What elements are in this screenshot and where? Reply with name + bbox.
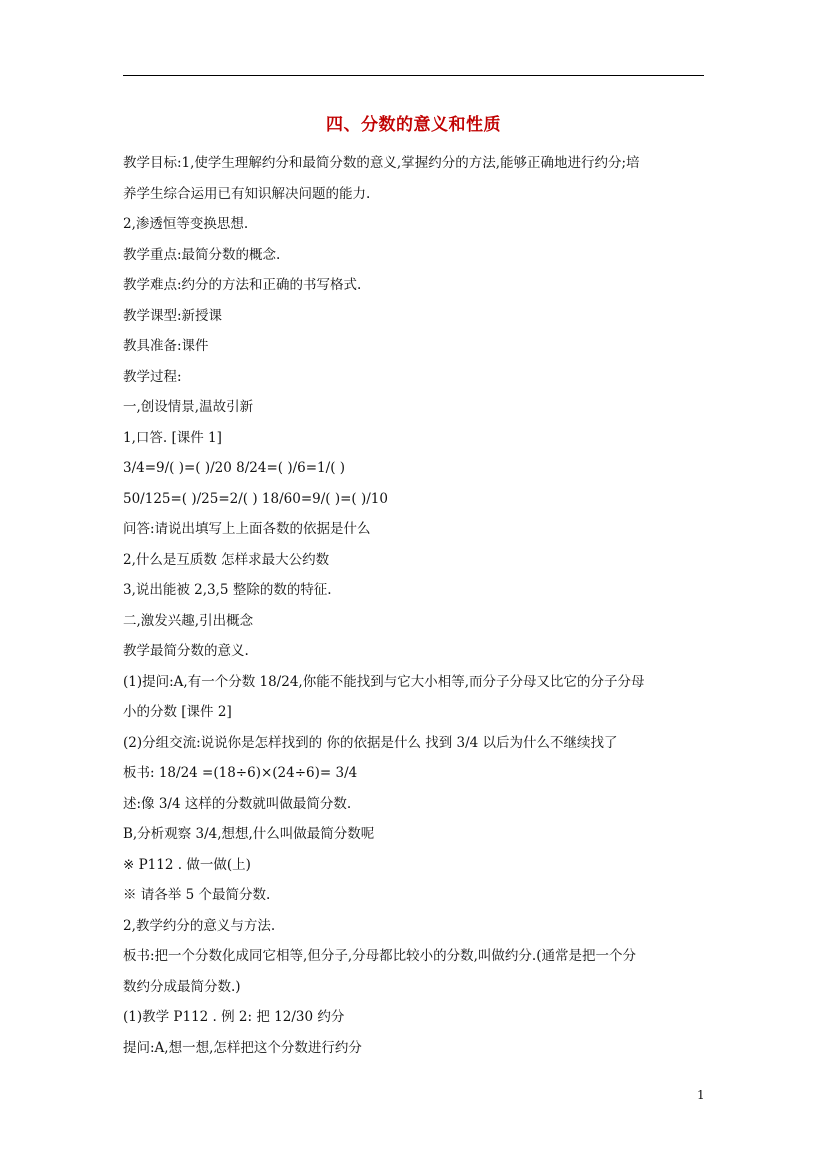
- text-line: 教具准备:课件: [123, 338, 209, 354]
- text-line: 50/125=( )/25=2/( ) 18/60=9/( )=( )/10: [123, 490, 388, 507]
- text-line: 板书:把一个分数化成同它相等,但分子,分母都比较小的分数,叫做约分.(通常是把一个分: [123, 948, 636, 964]
- text-line: 教学过程:: [123, 368, 182, 385]
- text-line: 一,创设情景,温故引新: [123, 399, 254, 415]
- text-line: 2,什么是互质数 怎样求最大公约数: [123, 551, 330, 568]
- text-line: (1)教学 P112 . 例 2: 把 12/30 约分: [123, 1009, 345, 1025]
- text-line: 数约分成最简分数.): [123, 978, 241, 995]
- text-line: 1,口答. [课件 1]: [123, 429, 222, 446]
- header-rule: [123, 75, 704, 76]
- text-line: 教学最简分数的意义.: [123, 643, 249, 659]
- text-line: 教学难点:约分的方法和正确的书写格式.: [123, 277, 362, 293]
- text-line: 教学目标:1,使学生理解约分和最简分数的意义,掌握约分的方法,能够正确地进行约分;培: [123, 155, 640, 171]
- page-number: 1: [697, 1088, 705, 1102]
- text-line: 二,激发兴趣,引出概念: [123, 612, 254, 629]
- text-line: ※ 请各举 5 个最简分数.: [123, 887, 271, 903]
- text-line: (1)提问:A,有一个分数 18/24,你能不能找到与它大小相等,而分子分母又比它的分子分母: [123, 673, 645, 690]
- text-line: (2)分组交流:说说你是怎样找到的 你的依据是什么 找到 3/4 以后为什么不继续找了: [123, 734, 618, 751]
- document-body: [123, 148, 708, 1063]
- text-line: 教学重点:最简分数的概念.: [123, 246, 281, 263]
- text-line: 教学课型:新授课: [123, 307, 223, 324]
- text-line: 述:像 3/4 这样的分数就叫做最简分数.: [123, 795, 352, 812]
- text-line: 3,说出能被 2,3,5 整除的数的特征.: [123, 582, 332, 598]
- text-line: 2,渗透恒等变换思想.: [123, 216, 249, 232]
- text-line: ※ P112 . 做一做(上): [123, 856, 251, 873]
- text-line: 问答:请说出填写上上面各数的依据是什么: [123, 521, 371, 537]
- text-line: 2,教学约分的意义与方法.: [123, 917, 276, 934]
- text-line: 提问:A,想一想,怎样把这个分数进行约分: [123, 1039, 362, 1056]
- page-title: 四、分数的意义和性质: [326, 115, 501, 135]
- text-line: 养学生综合运用已有知识解决问题的能力.: [123, 185, 371, 202]
- text-line: 小的分数 [课件 2]: [123, 704, 232, 720]
- text-line: 3/4=9/( )=( )/20 8/24=( )/6=1/( ): [123, 460, 346, 476]
- text-line: B,分析观察 3/4,想想,什么叫做最简分数呢: [123, 826, 375, 842]
- text-line: 板书: 18/24 =(18÷6)×(24÷6)= 3/4: [123, 765, 358, 781]
